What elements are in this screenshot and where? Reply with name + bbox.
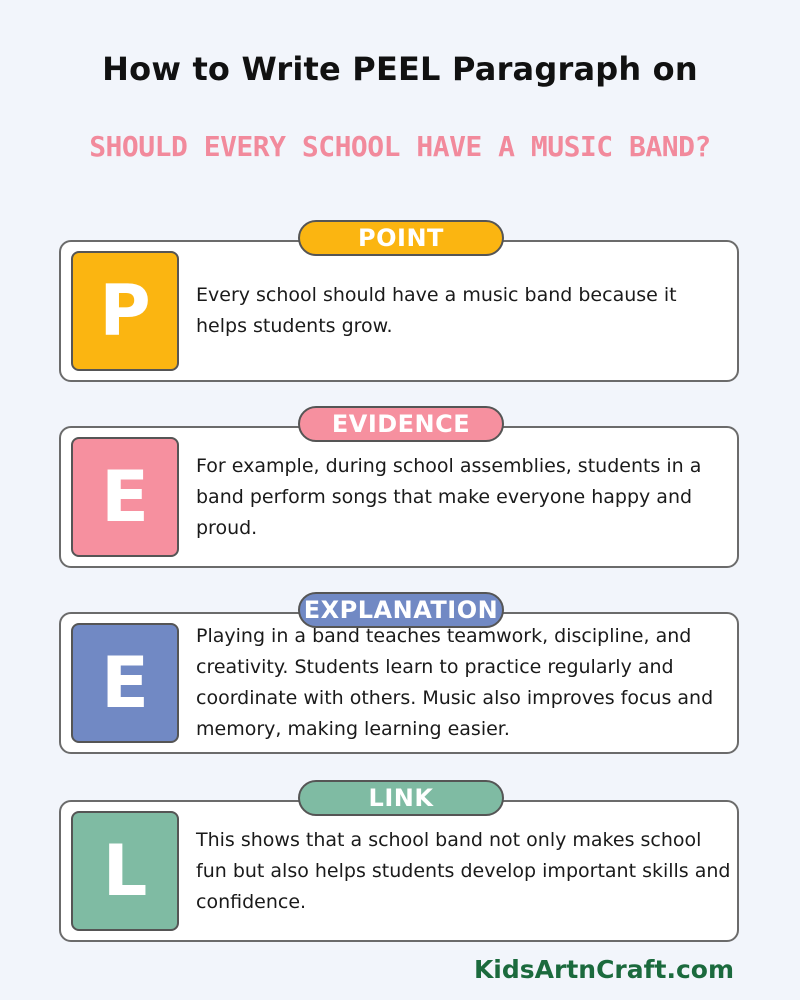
section-link-letter: L	[71, 811, 179, 931]
section-explanation-label: EXPLANATION	[298, 592, 504, 628]
site-logo-text: KidsArtnCraft.com	[473, 955, 734, 984]
section-explanation-letter: E	[71, 623, 179, 743]
section-link-label: LINK	[298, 780, 504, 816]
section-link-card	[59, 784, 739, 942]
section-explanation-text: Playing in a band teaches teamwork, discipline, and creativity. Students learn to practice regularly and coordinate with others. Music also improves focus and memory, making learning easier.	[196, 625, 714, 740]
page-title: How to Write PEEL Paragraph on	[102, 50, 698, 88]
section-evidence-card	[59, 410, 739, 568]
page-subtitle: SHOULD EVERY SCHOOL HAVE A MUSIC BAND?	[89, 130, 711, 163]
section-point-label: POINT	[298, 220, 504, 256]
section-point-text: Every school should have a music band because it helps students grow.	[196, 284, 677, 337]
section-evidence-letter: E	[71, 437, 179, 557]
section-evidence-text: For example, during school assemblies, students in a band perform songs that make everyone happy and proud.	[196, 454, 702, 539]
section-link-text: This shows that a school band not only makes school fun but also helps students develop important skills and confidence.	[196, 828, 731, 913]
section-evidence-label: EVIDENCE	[298, 406, 504, 442]
section-point-card	[59, 224, 739, 382]
section-point-letter: P	[71, 251, 179, 371]
section-explanation-card	[59, 596, 739, 754]
